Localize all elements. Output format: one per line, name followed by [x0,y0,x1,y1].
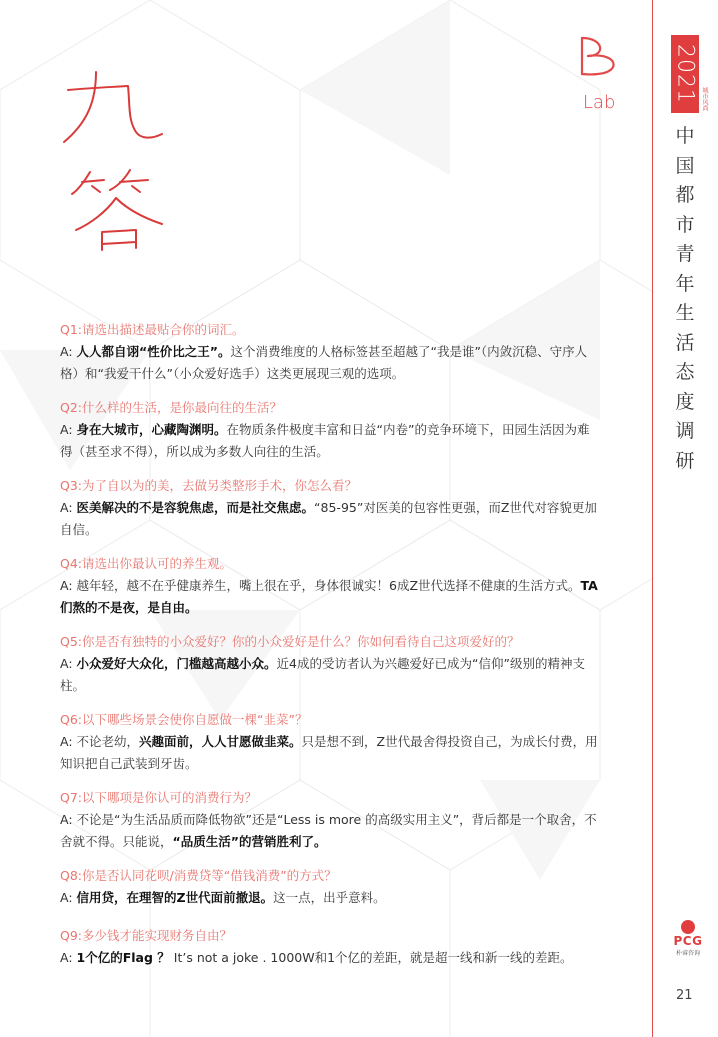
qa-item-5 [60,632,600,697]
answer-text: A: [60,950,77,965]
answer-4 [60,575,600,619]
year-badge [671,35,699,113]
answer-2 [60,419,600,463]
section-title [58,60,178,260]
answer-highlight: 1个亿的Flag ？ [76,950,170,965]
year-mark: 城市风尚 [701,87,708,111]
answer-text: 近4成的受访者认为兴趣爱好已成为“信仰”级别的精神支柱。 [60,656,585,693]
answer-5 [60,653,600,697]
question-8: Q8:你是否认同花呗/消费贷等“借钱消费”的方式？ [60,868,337,883]
answer-text: 这个消费维度的人格标签甚至超越了“我是谁”（内敛沉稳、守序人格）和“我爱干什么”（小众爱好选手）这类更展现三观的选项。 [60,344,588,381]
answer-highlight: 身在大城市，心藏陶渊明。 [76,422,227,437]
lab-logo-icon [574,34,622,78]
answer-6 [60,731,600,775]
answer-text: A: [60,656,77,671]
answer-text: A: [60,500,77,515]
answer-highlight: 人人都自诩“性价比之王”。 [76,344,231,359]
question-6: Q6:以下哪些场景会使你自愿做一棵“韭菜”？ [60,712,308,727]
qa-item-4 [60,554,600,619]
question-3: Q3:为了自以为的美，去做另类整形手术，你怎么看？ [60,478,358,493]
year-text: 2021 [672,44,698,104]
answer-text: A: 不论是“为生活品质而降低物欲”还是“Less is more 的高级实用主义”，背后都是一个取舍，不舍就不得。只能说， [60,812,597,849]
question-5: Q5:你是否有独特的小众爱好？你的小众爱好是什么？你如何看待自己这项爱好的？ [60,634,520,649]
answer-highlight: 小众爱好大众化，门槛越高越小众。 [76,656,277,671]
answer-text: 这一点，出乎意料。 [273,890,386,905]
answer-highlight: 信用贷，在理智的Z世代面前撤退。 [76,890,274,905]
qa-item-2 [60,398,600,463]
report-title: 中国都市青年生活态度调研 [675,125,695,472]
sidebar-divider [652,0,653,1037]
answer-9 [60,947,600,969]
question-2: Q2:什么样的生活，是你最向往的生活？ [60,400,283,415]
answer-text: “85-95”对医美的包容性更强，而Z世代对容貌更加自信。 [60,500,597,537]
qa-item-9 [60,926,600,969]
answer-highlight: 医美解决的不是容貌焦虑，而是社交焦虑。 [76,500,315,515]
answer-text: 在物质条件极度丰富和日益“内卷”的竞争环境下，田园生活因为难得（甚至求不得），所以成为多数人向往的生活。 [60,422,590,459]
answer-text: A: [60,890,77,905]
brand-circle-icon [681,920,695,934]
qa-item-6 [60,710,600,775]
answer-text: It’s not a joke . 1000W和1个亿的差距，就是超一线和新一线的差距。 [169,950,573,965]
brand-subtitle: 朴睿咨询 [675,950,700,957]
answer-8 [60,887,600,909]
lab-label: Lab [583,92,616,113]
answer-text: A: 不论老幼， [60,734,140,749]
qa-item-7 [60,788,600,853]
qa-item-8 [60,866,600,909]
question-1: Q1:请选出描述最贴合你的词汇。 [60,322,245,337]
answer-1 [60,341,600,385]
answer-3 [60,497,600,541]
question-4: Q4:请选出你最认可的养生观。 [60,556,233,571]
brand-name: PCG [673,934,703,948]
answer-highlight: 兴趣面前，人人甘愿做韭菜。 [139,734,302,749]
question-7: Q7:以下哪项是你认可的消费行为？ [60,790,258,805]
answer-text: 只是想不到，Z世代最舍得投资自己，为成长付费，用知识把自己武装到牙齿。 [60,734,598,771]
answer-7 [60,809,600,853]
answer-text: A: [60,422,77,437]
answer-highlight: “品质生活”的营销胜利了。 [172,834,327,849]
qa-item-1 [60,320,600,385]
brand-logo [670,920,706,970]
page-number: 21 [676,988,693,1003]
answer-highlight: TA们熬的不是夜，是自由。 [60,578,598,615]
answer-text: A: 越年轻，越不在乎健康养生，嘴上很在乎，身体很诚实！6成Z世代选择不健康的生活方式。 [60,578,581,593]
answer-text: A: [60,344,77,359]
question-9: Q9:多少钱才能实现财务自由？ [60,928,233,943]
qa-item-3 [60,476,600,541]
